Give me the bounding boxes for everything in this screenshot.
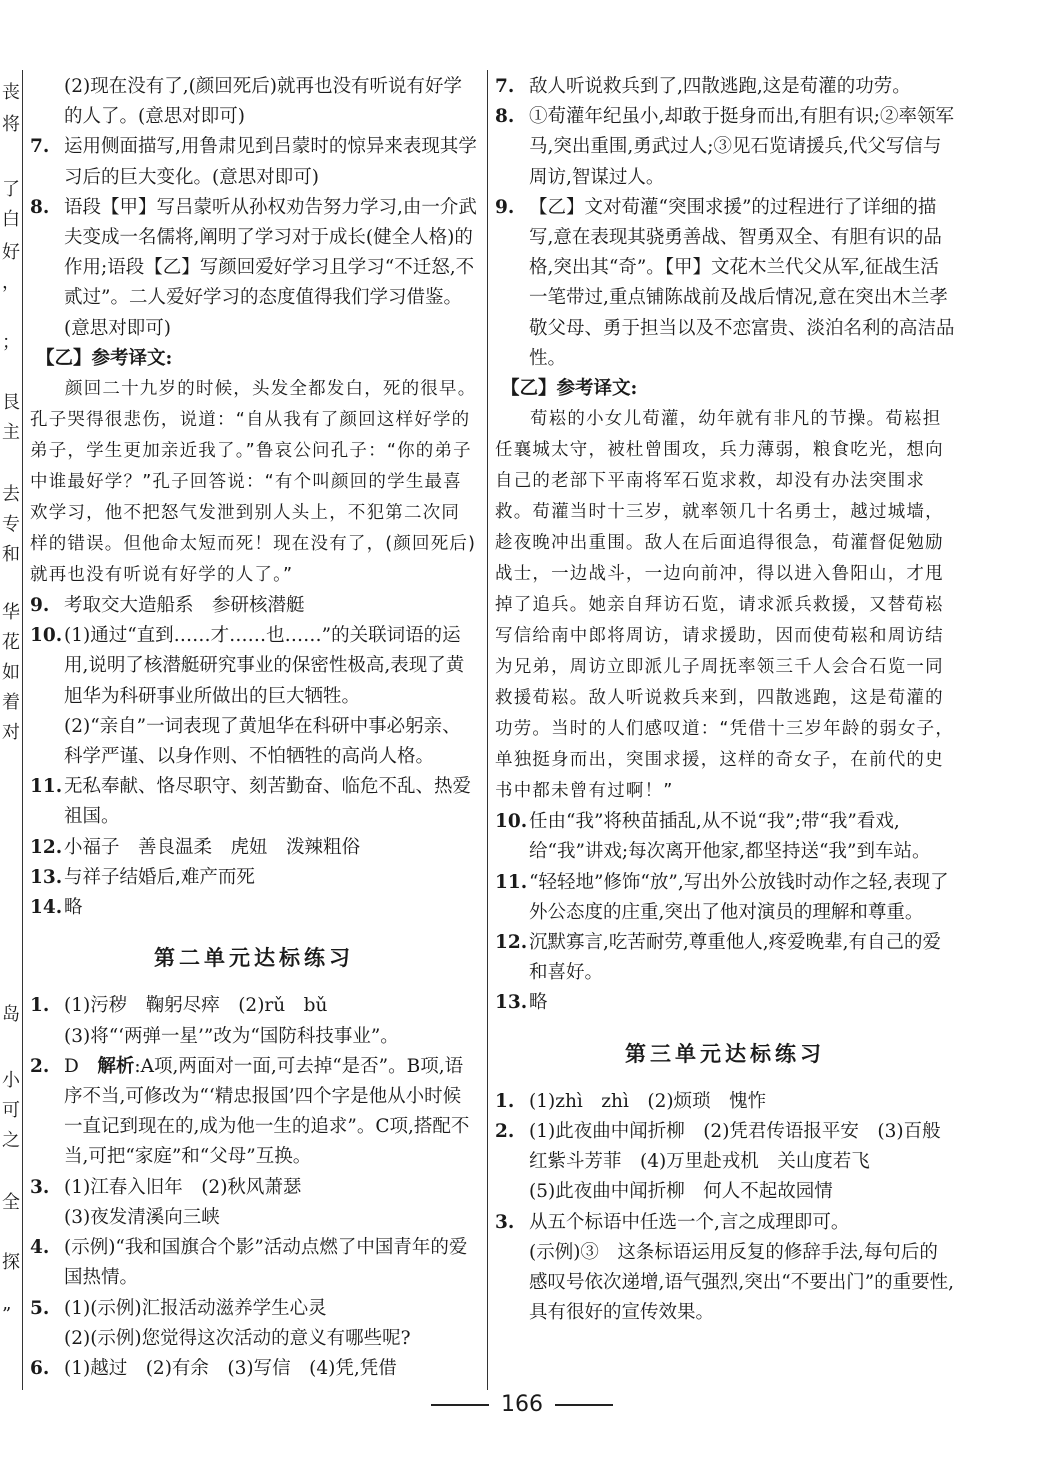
margin-char: 艮: [2, 392, 20, 413]
page-number-dash-left: [431, 1404, 489, 1406]
item-number: 6.: [30, 1357, 50, 1379]
answer-text: (1)江春入旧年 (2)秋风萧瑟: [64, 1176, 302, 1198]
reference-translation-heading: 【乙】参考译文:: [501, 378, 638, 400]
item-number: 8.: [495, 106, 515, 128]
margin-char: 了: [2, 179, 20, 200]
margin-char: 全: [2, 1192, 20, 1213]
answer-text: “轻轻地”修饰“放”,写出外公放钱时动作之轻,表现了外公态度的庄重,突出了他对演员的理解和尊重。: [529, 871, 949, 923]
answer-text: (1)zhì zhì (2)烦琐 愧怍: [529, 1090, 767, 1112]
answer-text: 沉默寡言,吃苦耐劳,尊重他人,疼爱晚辈,有自己的爱和喜好。: [529, 932, 942, 984]
answer-text: (1)通过“直到……才……也……”的关联词语的运用,说明了核潜艇研究事业的保密性极高,表现了黄旭华为科研事业所做出的巨大牺牲。: [64, 625, 465, 707]
unit3-answer-3: [495, 1208, 955, 1329]
margin-divider: [22, 70, 23, 1390]
answer-text: (2)“亲自”一词表现了黄旭华在科研中事必躬亲、科学严谨、以身作则、不怕牺牲的高尚人格。: [64, 715, 461, 768]
section-title-unit-3: 第三单元达标练习: [625, 1041, 825, 1066]
answer-text: (1)(示例)汇报活动滋养学生心灵: [64, 1297, 327, 1319]
answer-12: [495, 928, 955, 988]
answer-11: [495, 868, 955, 928]
answer-text: 与祥子结婚后,难产而死: [64, 866, 255, 888]
unit3-answer-2: [495, 1117, 955, 1208]
reference-translation: 荀崧的小女儿荀灌，幼年就有非凡的节操。荀崧担任襄城太守，被杜曾围攻，兵力薄弱，粮食吃光，想向自己的老部下平南将军石览求救，却没有办法突围求救。荀灌当时十三岁，就率领几十名勇士，越过城墙，趁夜晚冲出重围。敌人在后面追得很急，荀灌督促勉励战士，一边战斗，一边向前冲，得以进入鲁阳山，才甩掉了追兵。她亲自拜访石览，请求派兵救援，又替荀崧写信给南中郎将周访，请求援助，因而使荀崧和周访结为兄弟，周访立即派儿子周抚率领三千人会合石览一同救援荀崧。敌人听说救兵来到，四散逃跑，这是荀灌的功劳。当时的人们感叹道：“凭借十三岁年龄的弱女子，单独挺身而出，突围求援，这样的奇女子，在前代的史书中都未曾有过啊！”: [495, 409, 955, 802]
item-number: 2.: [30, 1055, 50, 1077]
margin-char: 可: [2, 1100, 20, 1121]
answer-text: (3)夜发清溪向三峡: [64, 1206, 220, 1228]
answer-text: 小福子 善良温柔 虎妞 泼辣粗俗: [64, 836, 361, 858]
column-divider: [487, 70, 488, 1390]
margin-char: 之: [2, 1130, 20, 1151]
item-number: 14.: [30, 897, 63, 919]
answer-text: 运用侧面描写,用鲁肃见到吕蒙时的惊异来表现其学习后的巨大变化。(意思对即可): [64, 136, 477, 188]
margin-char: 将: [2, 114, 20, 135]
answer-9: [495, 193, 955, 374]
answer-7: [30, 132, 478, 192]
item-number: 3.: [30, 1176, 50, 1198]
answer-11: [30, 772, 478, 832]
margin-char: 对: [2, 722, 20, 743]
answer-13: [30, 863, 478, 893]
answer-7: [495, 72, 955, 102]
item-number: 10.: [495, 811, 528, 833]
item-number: 10.: [30, 625, 63, 647]
margin-char: 白: [2, 209, 20, 230]
answer-text: (1)污秽 鞠躬尽瘁 (2)rǔ bǔ: [64, 995, 328, 1017]
item-number: 5.: [30, 1297, 50, 1319]
page-number-dash-right: [555, 1404, 613, 1406]
answer-6-part2: (2)现在没有了,(颜回死后)就再也没有听说有好学的人了。(意思对即可): [64, 76, 463, 128]
answer-text: (1)此夜曲中闻折柳 (2)凭君传语报平安 (3)百般红紫斗芳菲 (4)万里赴戎机 关山度若飞: [529, 1121, 941, 1173]
margin-char: ；: [2, 332, 20, 353]
answer-text: (示例)“我和国旗合个影”活动点燃了中国青年的爱国热情。: [64, 1237, 468, 1289]
unit2-answer-2: [30, 1052, 478, 1173]
answer-text: ①荀灌年纪虽小,却敢于挺身而出,有胆有识;②率领军马,突出重围,勇武过人;③见石览请援兵,代父写信与周访,智谋过人。: [529, 106, 954, 188]
answer-text: :A项,两面对一面,可去掉“是否”。B项,语序不当,可修改为“‘精忠报国’四个字是他从小时候一直记到现在的,成为他一生的追求”。C项,搭配不当,可把“家庭”和“父母”互换。: [64, 1055, 470, 1168]
item-number: 12.: [30, 836, 63, 858]
right-column: [495, 72, 955, 1328]
answer-text: 略: [529, 992, 548, 1014]
margin-char: 去: [2, 484, 20, 505]
answer-text: (1)越过 (2)有余 (3)写信 (4)凭,凭借: [64, 1357, 397, 1379]
left-column: [30, 72, 478, 1384]
answer-text: 无私奉献、恪尽职守、刻苦勤奋、临危不乱、热爱祖国。: [64, 776, 472, 828]
unit2-answer-3: [30, 1173, 478, 1233]
unit2-answer-6: [30, 1354, 478, 1384]
answer-text: (5)此夜曲中闻折柳 何人不起故园情: [529, 1181, 833, 1203]
item-number: 1.: [30, 995, 50, 1017]
item-number: 7.: [30, 136, 50, 158]
page-number: [0, 1392, 1044, 1417]
answer-text: (3)将“‘两弹一星’”改为“国防科技事业”。: [64, 1025, 399, 1047]
item-number: 3.: [495, 1211, 515, 1233]
analysis-label: 解析: [97, 1055, 135, 1077]
item-number: 2.: [495, 1121, 515, 1143]
answer-text: 考取交大造船系 参研核潜艇: [64, 595, 305, 617]
item-number: 11.: [495, 871, 528, 893]
page-number-text: 166: [501, 1392, 543, 1417]
margin-char: 和: [2, 544, 20, 565]
item-number: 13.: [30, 866, 63, 888]
answer-text: 【乙】文对荀灌“突围求援”的过程进行了详细的描写,意在表现其骁勇善战、智勇双全、有胆有识的品格,突出其“奇”。【甲】文花木兰代父从军,征战生活一笔带过,重点铺陈战前及战后情况,意在突出木兰孝敬父母、勇于担当以及不恋富贵、淡泊名利的高洁品性。: [529, 196, 955, 369]
answer-choice: D: [64, 1055, 98, 1077]
margin-char: 探: [2, 1252, 20, 1273]
unit2-answer-1: [30, 991, 478, 1051]
answer-10: [495, 807, 955, 867]
answer-text: 任由“我”将秧苗插乱,从不说“我”;带“我”看戏,给“我”讲戏;每次离开他家,都坚持送“我”到车站。: [529, 811, 931, 863]
margin-char: 主: [2, 422, 20, 443]
item-number: 9.: [495, 196, 515, 218]
item-number: 7.: [495, 76, 515, 97]
item-number: 12.: [495, 932, 528, 954]
unit3-answer-1: [495, 1087, 955, 1117]
item-number: 13.: [495, 992, 528, 1014]
item-number: 9.: [30, 595, 50, 617]
answer-14: [30, 893, 478, 923]
item-number: 11.: [30, 776, 63, 798]
unit2-answer-4: [30, 1233, 478, 1293]
item-number: 4.: [30, 1237, 50, 1259]
margin-char: 着: [2, 692, 20, 713]
margin-char: 专: [2, 514, 20, 535]
margin-char: 如: [2, 662, 20, 683]
reference-translation-heading: 【乙】参考译文:: [36, 347, 173, 369]
margin-char: 好: [2, 242, 20, 263]
item-number: 1.: [495, 1090, 515, 1112]
answer-text: (2)(示例)您觉得这次活动的意义有哪些呢?: [64, 1327, 411, 1349]
answer-text: 略: [64, 897, 83, 919]
answer-text: 敌人听说救兵到了,四散逃跑,这是荀灌的功劳。: [529, 76, 911, 97]
margin-char: 小: [2, 1070, 20, 1091]
item-number: 8.: [30, 196, 50, 218]
answer-10: [30, 621, 478, 772]
margin-char: 华: [2, 602, 20, 623]
answer-8: [495, 102, 955, 193]
margin-char: ”: [2, 1304, 12, 1325]
margin-char: 丧: [2, 82, 20, 103]
answer-9: [30, 591, 478, 621]
reference-translation: 颜回二十九岁的时候，头发全都发白，死的很早。孔子哭得很悲伤，说道：“自从我有了颜回这样好学的弟子，学生更加亲近我了。”鲁哀公问孔子：“你的弟子中谁最好学？”孔子回答说：“有个叫颜回的学生最喜欢学习，他不把怒气发泄到别人头上，不犯第二次同样的错误。但他命太短而死！现在没有了，(颜回死后)就再也没有听说有好学的人了。”: [30, 379, 477, 586]
answer-text: (示例)③ 这条标语运用反复的修辞手法,每句后的感叹号依次递增,语气强烈,突出“不要出门”的重要性,具有很好的宣传效果。: [529, 1241, 955, 1324]
answer-12: [30, 833, 478, 863]
unit2-answer-5: [30, 1294, 478, 1354]
margin-char: 花: [2, 632, 20, 653]
section-title-unit-2: 第二单元达标练习: [154, 946, 354, 971]
margin-char: 岛: [2, 1004, 20, 1025]
answer-text: 从五个标语中任选一个,言之成理即可。: [529, 1211, 850, 1233]
answer-13: [495, 988, 955, 1018]
answer-text: 语段【甲】写吕蒙听从孙权劝告努力学习,由一介武夫变成一名儒将,阐明了学习对于成长(健全人格)的作用;语段【乙】写颜回爱好学习且学习“不迁怒,不贰过”。二人爱好学习的态度值得我们学习借鉴。(意思对即可): [64, 196, 477, 339]
margin-char: ，: [2, 272, 20, 293]
answer-8: [30, 193, 478, 344]
